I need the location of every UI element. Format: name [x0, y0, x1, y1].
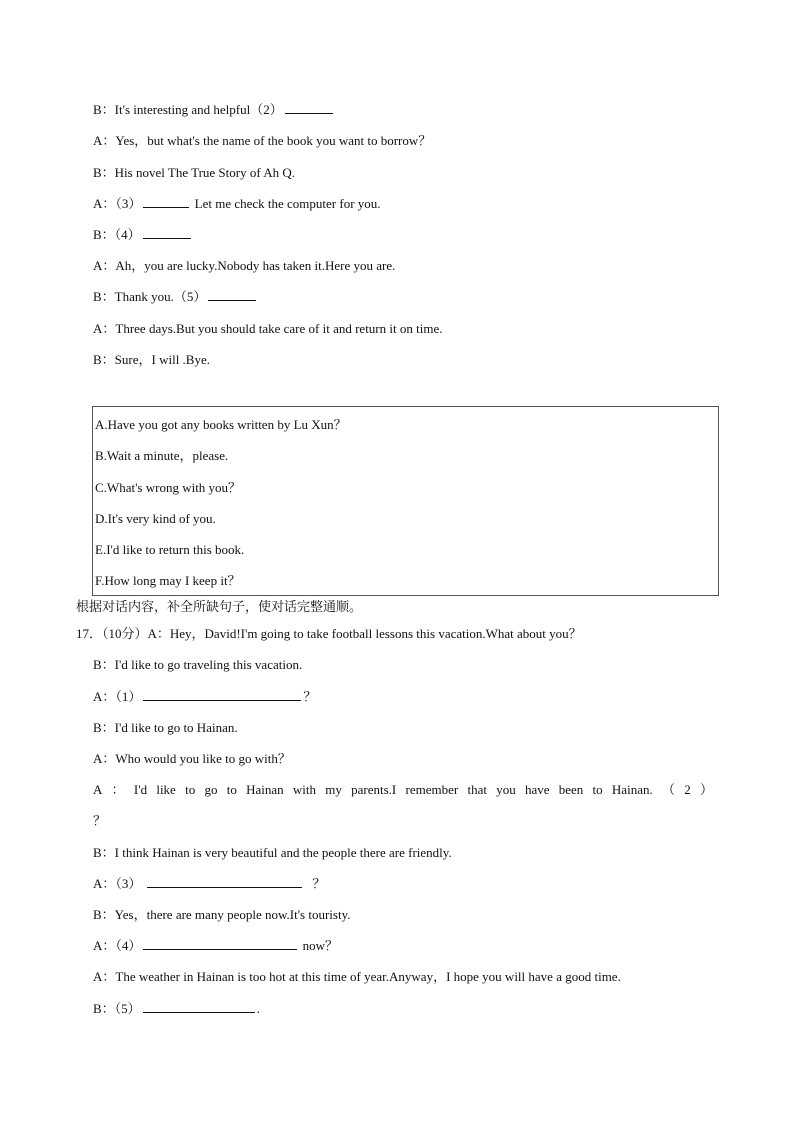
instruction-text: 根据对话内容，补全所缺句子，使对话完整通顺。	[76, 600, 363, 615]
option-f: F.How long may I keep it？	[95, 573, 241, 588]
word: ：	[111, 782, 125, 797]
word: have	[524, 782, 550, 797]
answer-blank-3[interactable]	[143, 194, 189, 208]
dialog1-line-5	[93, 225, 193, 245]
q17-line-9	[93, 936, 338, 956]
word: been	[558, 782, 584, 797]
word: ）	[699, 782, 713, 797]
dialog1-line-8: A：Three days.But you should take care of it and return it on time.	[93, 321, 443, 336]
word: 2	[684, 782, 691, 797]
q17-line-5	[93, 780, 713, 800]
dialog1-line-6: A：Ah，you are lucky.Nobody has taken it.Here you are.	[93, 258, 396, 273]
dialog-text: .	[256, 1001, 260, 1016]
dialog-text: now？	[299, 938, 339, 953]
q17-line-1: B：I'd like to go traveling this vacation.	[93, 657, 303, 672]
dialog-text: B：Thank you.（5）	[93, 289, 207, 304]
word: Hainan.	[611, 782, 653, 797]
dialog-text: ？	[303, 689, 317, 704]
q17-line-5-continued: ？	[93, 813, 107, 828]
word: my	[325, 782, 342, 797]
dialog-text: B：（5）	[93, 1001, 141, 1016]
word: that	[467, 782, 487, 797]
q17-answer-blank-1[interactable]	[143, 687, 301, 701]
q17-line-7	[93, 874, 325, 894]
answer-blank-4[interactable]	[143, 225, 191, 239]
word: with	[292, 782, 316, 797]
word: parents.I	[351, 782, 397, 797]
dialog-text: A：（4）	[93, 938, 142, 953]
answer-blank-2[interactable]	[285, 100, 333, 114]
word: to	[226, 782, 237, 797]
option-b: B.Wait a minute，please.	[95, 448, 229, 463]
q17-line-4: A：Who would you like to go with？	[93, 751, 291, 766]
answer-blank-5[interactable]	[208, 287, 256, 301]
option-e: E.I'd like to return this book.	[95, 542, 245, 557]
dialog-text: Let me check the computer for you.	[191, 196, 381, 211]
options-box	[92, 406, 719, 596]
dialog1-line-1	[93, 100, 335, 120]
word: A	[93, 782, 103, 797]
q17-line-10: A：The weather in Hainan is too hot at this time of year.Anyway，I hope you will have a good time.	[93, 969, 621, 984]
dialog-text: A：（3）	[93, 196, 142, 211]
dialog-text: A：（1）	[93, 689, 142, 704]
dialog-text: A：（3）	[93, 876, 142, 891]
word: like	[156, 782, 176, 797]
q17-line-6: B：I think Hainan is very beautiful and the people there are friendly.	[93, 845, 452, 860]
dialog1-line-7	[93, 287, 258, 307]
dialog1-line-3: B：His novel The True Story of Ah Q.	[93, 165, 295, 180]
option-a: A.Have you got any books written by Lu Xun？	[95, 417, 347, 432]
q17-line-2	[93, 687, 316, 707]
q17-answer-blank-5[interactable]	[143, 999, 255, 1013]
word: you	[496, 782, 516, 797]
option-d: D.It's very kind of you.	[95, 511, 216, 526]
word: to	[185, 782, 196, 797]
q17-line-8: B：Yes，there are many people now.It's touristy.	[93, 907, 351, 922]
word: （	[661, 782, 675, 797]
dialog-text: B：（4）	[93, 227, 141, 242]
word: I'd	[133, 782, 148, 797]
word: go	[204, 782, 218, 797]
dialog1-line-4	[93, 194, 381, 214]
q17-answer-blank-3[interactable]	[147, 874, 302, 888]
dialog-text: B：It's interesting and helpful（2）	[93, 102, 283, 117]
word: Hainan	[246, 782, 284, 797]
word: remember	[405, 782, 459, 797]
q17-line-3: B：I'd like to go to Hainan.	[93, 720, 238, 735]
dialog1-line-9: B：Sure，I will .Bye.	[93, 352, 210, 367]
q17-answer-blank-4[interactable]	[143, 936, 297, 950]
dialog-text: ？	[312, 876, 326, 891]
question-17-heading: 17．（10分）A：Hey，David!I'm going to take football lessons this vacation.What about you？	[76, 626, 582, 641]
dialog1-line-2: A：Yes，but what's the name of the book you want to borrow？	[93, 133, 432, 148]
option-c: C.What's wrong with you？	[95, 480, 242, 495]
word: to	[592, 782, 603, 797]
q17-line-11	[93, 999, 260, 1019]
